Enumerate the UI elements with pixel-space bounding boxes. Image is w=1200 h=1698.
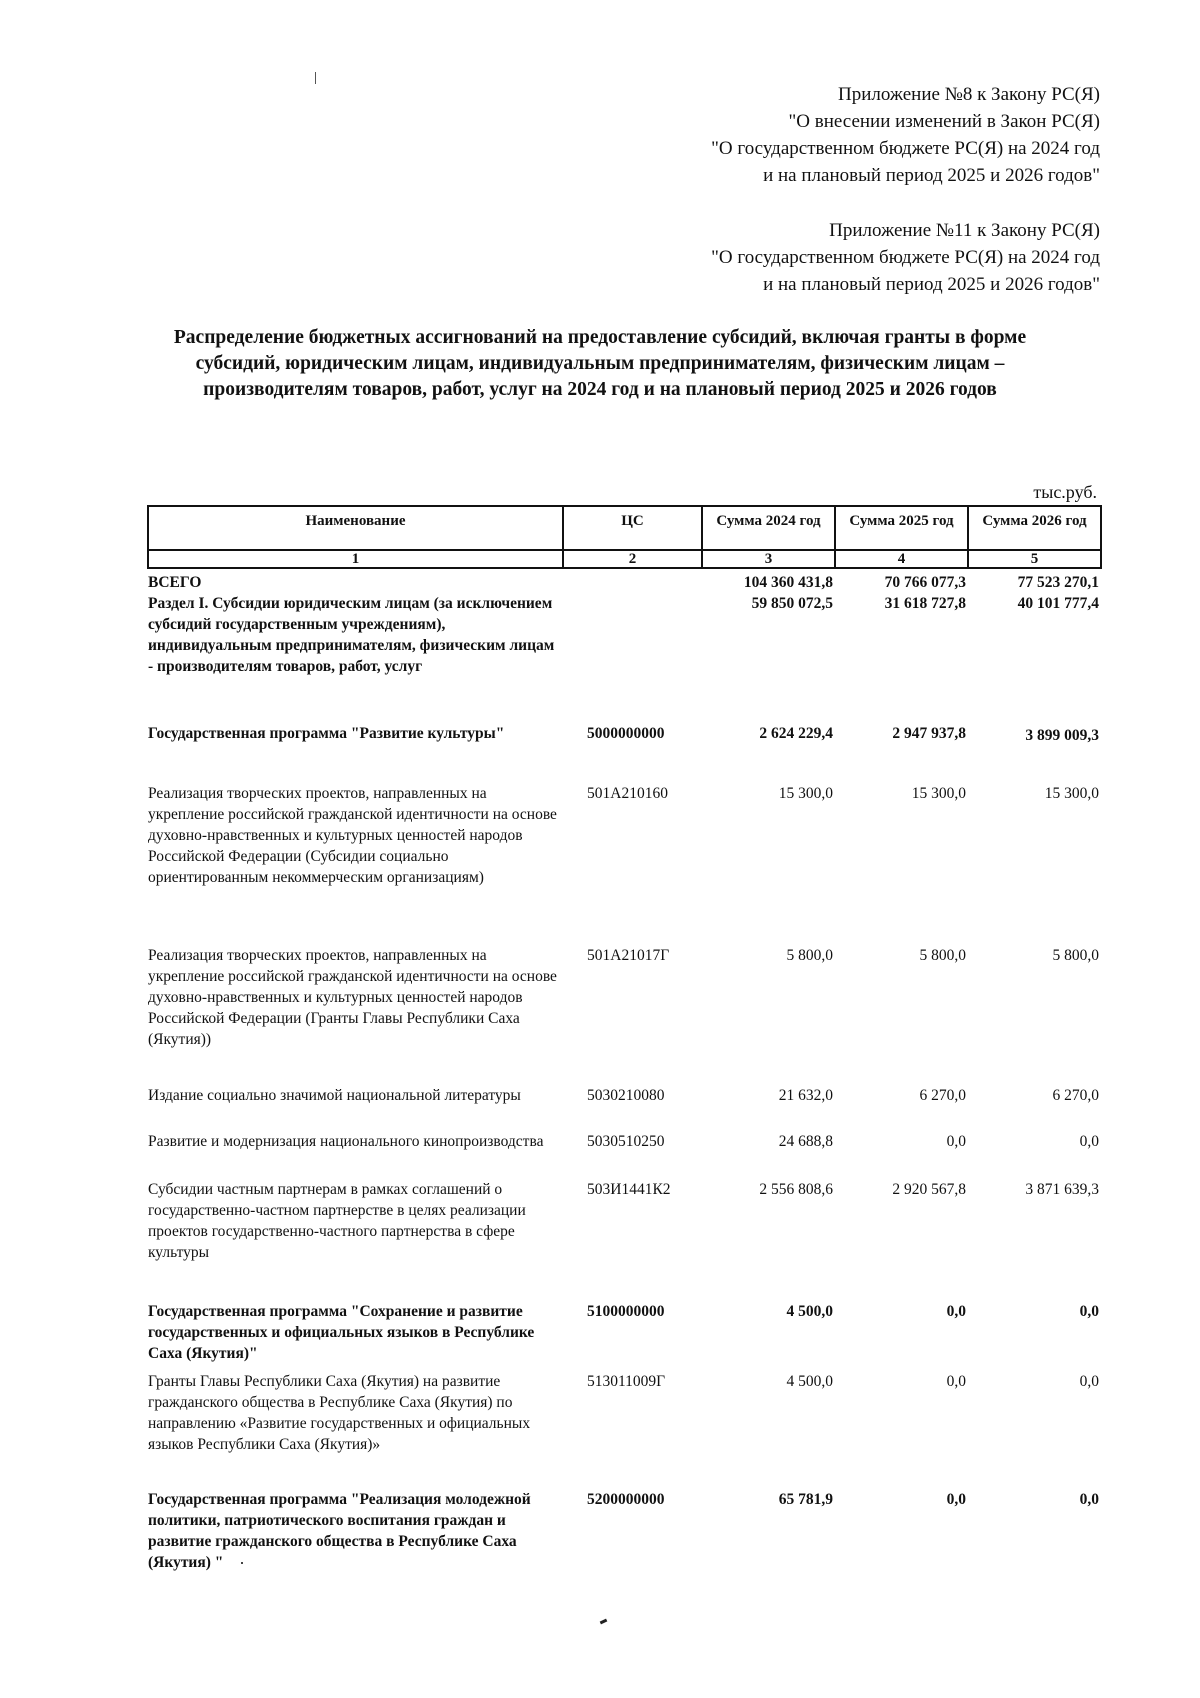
row-cs: 5000000000 — [587, 725, 665, 742]
title-line: субсидий, юридическим лицам, индивидуальным предпринимателям, физическим лицам – — [195, 353, 1005, 374]
appendix-11-line: Приложение №11 к Закону РС(Я) — [829, 220, 1100, 241]
header-name: Наименование — [148, 506, 563, 550]
row-cs: 5030510250 — [587, 1133, 665, 1150]
row-sum-2024: 15 300,0 — [778, 785, 833, 802]
appendix-11-line: и на плановый период 2025 и 2026 годов" — [763, 274, 1100, 295]
scan-mark — [241, 1562, 243, 1564]
table-row-program — [148, 723, 1101, 783]
header-cs: ЦС — [563, 506, 702, 550]
header-sum-2026: Сумма 2026 год — [968, 506, 1101, 550]
column-number: 1 — [148, 550, 563, 568]
row-cs: 501A210160 — [587, 785, 668, 802]
row-sum-2025: 0,0 — [946, 1373, 966, 1390]
appendix-8-line: "О внесении изменений в Закон РС(Я) — [788, 111, 1100, 132]
row-sum-2026: 3 871 639,3 — [1025, 1181, 1099, 1198]
scan-mark — [315, 72, 316, 84]
row-sum-2025: 6 270,0 — [919, 1087, 966, 1104]
appendix-8-line: Приложение №8 к Закону РС(Я) — [837, 84, 1100, 105]
row-sum-2025: 70 766 077,3 — [884, 574, 966, 591]
table-row — [148, 1179, 1101, 1301]
row-sum-2026: 0,0 — [1079, 1133, 1099, 1150]
column-number: 3 — [702, 550, 835, 568]
budget-table — [147, 505, 1102, 1589]
row-name: Государственная программа "Реализация молодежной политики, патриотического воспитания граждан и развитие гражданского общества в Республике Саха (Якутия) " — [148, 1491, 531, 1571]
row-sum-2026: 6 270,0 — [1052, 1087, 1099, 1104]
appendix-8-line: "О государственном бюджете РС(Я) на 2024 год — [711, 138, 1100, 159]
appendix-8-line: и на плановый период 2025 и 2026 годов" — [763, 165, 1100, 186]
column-number: 2 — [563, 550, 702, 568]
row-sum-2025: 31 618 727,8 — [884, 595, 966, 612]
table-row-section — [148, 593, 1101, 723]
row-sum-2024: 2 624 229,4 — [759, 725, 833, 742]
row-sum-2025: 0,0 — [946, 1133, 966, 1150]
appendix-8-header — [711, 81, 1100, 189]
row-name: Раздел I. Субсидии юридическим лицам (за исключением субсидий государственным учреждениям), индивидуальным предпринимателям, физическим лицам - производителям товаров, работ, услуг — [148, 595, 555, 675]
header-sum-2024: Сумма 2024 год — [702, 506, 835, 550]
row-cs — [563, 568, 702, 593]
table-row — [148, 1371, 1101, 1489]
table-row — [148, 1131, 1101, 1179]
row-name: Субсидии частным партнерам в рамках соглашений о государственно-частном партнерстве в целях реализации проектов государственно-частного партнерства в сфере культуры — [148, 1181, 526, 1261]
row-sum-2026: 40 101 777,4 — [1017, 595, 1099, 612]
row-sum-2024: 21 632,0 — [778, 1087, 833, 1104]
row-sum-2026: 0,0 — [1079, 1491, 1099, 1508]
row-sum-2024: 59 850 072,5 — [751, 595, 833, 612]
title-line: производителям товаров, работ, услуг на 2024 год и на плановый период 2025 и 2026 годов — [203, 379, 997, 400]
header-sum-2025: Сумма 2025 год — [835, 506, 968, 550]
column-number: 5 — [968, 550, 1101, 568]
row-sum-2026: 15 300,0 — [1044, 785, 1099, 802]
row-name: Реализация творческих проектов, направленных на укрепление российской гражданской идентичности на основе духовно-нравственных и культурных ценностей народов Российской Федерации (Гранты Главы Республики Саха (Якутия)) — [148, 947, 557, 1048]
row-sum-2025: 2 920 567,8 — [892, 1181, 966, 1198]
row-sum-2024: 4 500,0 — [786, 1303, 833, 1320]
row-sum-2025: 15 300,0 — [911, 785, 966, 802]
row-name: Издание социально значимой национальной литературы — [148, 1087, 521, 1104]
row-sum-2024: 65 781,9 — [778, 1491, 833, 1508]
row-name: ВСЕГО — [148, 574, 202, 591]
row-sum-2025: 0,0 — [946, 1491, 966, 1508]
row-name: Гранты Главы Республики Саха (Якутия) на развитие гражданского общества в Республике Саха (Якутия) по направлению «Развитие государственных и официальных языков Республики Саха (Якутия)» — [148, 1373, 531, 1453]
row-sum-2026: 0,0 — [1079, 1373, 1099, 1390]
table-row-total — [148, 568, 1101, 593]
row-name: Государственная программа "Сохранение и развитие государственных и официальных языков в Республике Саха (Якутия)" — [148, 1303, 535, 1362]
row-cs: 513011009Г — [587, 1373, 666, 1390]
row-sum-2024: 4 500,0 — [786, 1373, 833, 1390]
table-header-row — [148, 506, 1101, 550]
row-cs: 5030210080 — [587, 1087, 665, 1104]
table-row — [148, 783, 1101, 945]
row-sum-2025: 5 800,0 — [919, 947, 966, 964]
table-row-program — [148, 1489, 1101, 1589]
row-sum-2025: 2 947 937,8 — [892, 725, 966, 742]
table-row — [148, 945, 1101, 1085]
appendix-11-header — [711, 217, 1100, 298]
table-row — [148, 1085, 1101, 1131]
row-sum-2025: 0,0 — [946, 1303, 966, 1320]
row-sum-2026: 0,0 — [1079, 1303, 1099, 1320]
row-cs: 503И1441К2 — [587, 1181, 671, 1198]
row-sum-2024: 2 556 808,6 — [759, 1181, 833, 1198]
document-title — [90, 325, 1110, 403]
row-sum-2026: 5 800,0 — [1052, 947, 1099, 964]
row-cs: 5200000000 — [587, 1491, 665, 1508]
row-sum-2024: 24 688,8 — [778, 1133, 833, 1150]
table-row-program — [148, 1301, 1101, 1371]
row-cs: 501A21017Г — [587, 947, 670, 964]
appendix-11-line: "О государственном бюджете РС(Я) на 2024 год — [711, 247, 1100, 268]
row-name: Развитие и модернизация национального кинопроизводства — [148, 1133, 544, 1150]
row-cs — [563, 593, 702, 723]
column-number-row — [148, 550, 1101, 568]
row-cs: 5100000000 — [587, 1303, 665, 1320]
row-sum-2026: 77 523 270,1 — [1017, 574, 1099, 591]
row-sum-2024: 104 360 431,8 — [743, 574, 833, 591]
scan-mark — [600, 1619, 608, 1625]
title-line: Распределение бюджетных ассигнований на предоставление субсидий, включая гранты в форме — [173, 327, 1027, 348]
row-name: Государственная программа "Развитие культуры" — [148, 725, 505, 742]
units-label: тыс.руб. — [1033, 482, 1097, 502]
column-number: 4 — [835, 550, 968, 568]
row-sum-2026: 3 899 009,3 — [1025, 727, 1099, 744]
row-sum-2024: 5 800,0 — [786, 947, 833, 964]
row-name: Реализация творческих проектов, направленных на укрепление российской гражданской идентичности на основе духовно-нравственных и культурных ценностей народов Российской Федерации (Субсидии социально ориентированным некоммерческим организациям) — [148, 785, 557, 886]
